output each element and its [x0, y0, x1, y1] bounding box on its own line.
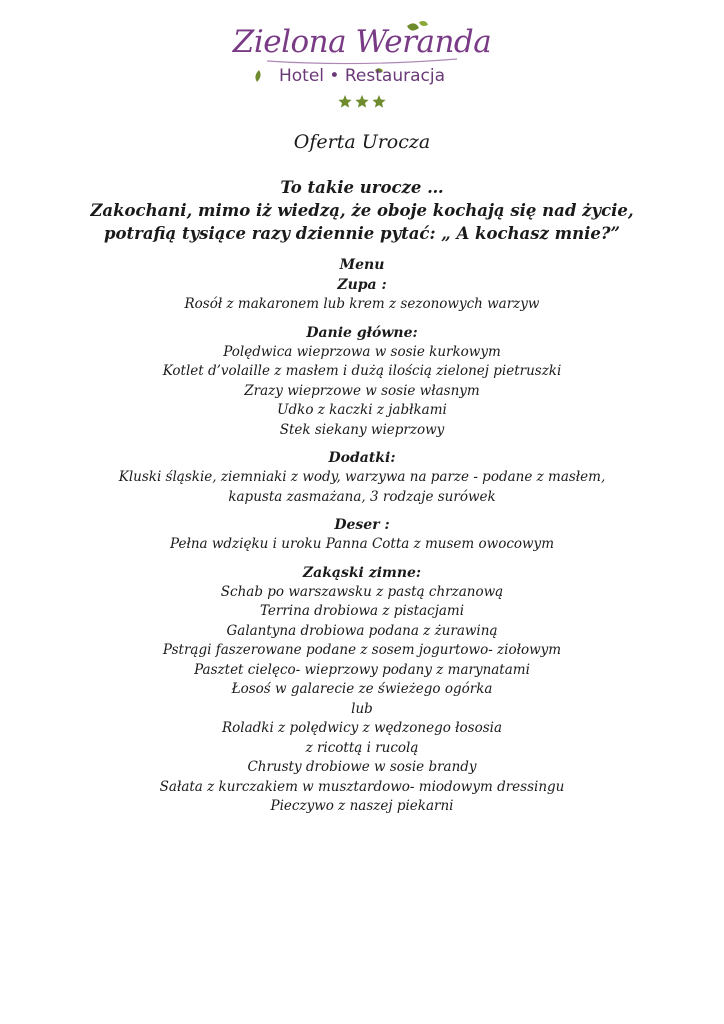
menu-section	[0, 448, 724, 507]
menu-section	[0, 563, 724, 817]
logo-name: Zielona Weranda	[232, 24, 492, 60]
menu-item: Chrusty drobiowe w sosie brandy	[247, 759, 477, 775]
offer-title: Oferta Urocza	[293, 131, 431, 153]
menu-section	[0, 275, 724, 315]
menu-item: Rosół z makaronem lub krem z sezonowych warzyw	[184, 296, 540, 312]
menu-item: Schab po warszawsku z pastą chrzanową	[220, 583, 504, 600]
menu-item: lub	[351, 700, 373, 717]
menu-item: Łosoś w galarecie ze świeżego ogórka	[231, 681, 493, 697]
menu-section	[0, 323, 724, 441]
menu-label: Menu	[339, 257, 385, 273]
star-icon	[372, 95, 385, 108]
section-heading: Dodatki:	[328, 450, 396, 466]
menu-item: Pasztet cielęco- wieprzowy podany z marynatami	[194, 661, 530, 678]
menu-item: Roladki z polędwicy z wędzonego łososia	[222, 720, 502, 736]
hotel-logo	[0, 18, 724, 113]
menu-item: Stek siekany wieprzowy	[279, 421, 445, 438]
logo-graphic	[232, 18, 492, 113]
section-heading: Danie główne:	[306, 324, 418, 341]
section-heading: Zakąski zimne:	[302, 564, 422, 581]
star-icon	[355, 95, 368, 108]
star-icon	[338, 95, 351, 108]
menu-item: Galantyna drobiowa podana z żurawiną	[226, 622, 498, 639]
menu-section	[0, 515, 724, 555]
rating-stars	[338, 95, 385, 108]
section-heading: Zupa :	[337, 277, 387, 293]
menu-item: Kotlet d’volaille z masłem i dużą ilością zielonej pietruszki	[162, 363, 562, 379]
menu-item: Terrina drobiowa z pistacjami	[259, 603, 465, 619]
menu-sections	[0, 275, 724, 817]
logo-subtitle: Hotel • Restauracja	[279, 66, 445, 86]
intro-line: potrafią tysiące razy dziennie pytać: „ A kochasz mnie?”	[103, 224, 621, 243]
menu-document	[0, 130, 724, 825]
menu-item: Polędwica wieprzowa w sosie kurkowym	[223, 343, 501, 360]
menu-item: z ricottą i rucolą	[305, 739, 419, 756]
menu-item: Pstrągi faszerowane podane z sosem jogurtowo- ziołowym	[162, 642, 562, 658]
menu-item: Kluski śląskie, ziemniaki z wody, warzywa na parze - podane z masłem,	[118, 469, 606, 485]
intro-line: To takie urocze …	[280, 178, 444, 197]
menu-item: kapusta zasmażana, 3 rodzaje surówek	[228, 488, 496, 505]
leaf-icon	[255, 70, 260, 82]
section-heading: Deser :	[334, 517, 390, 533]
menu-item: Udko z kaczki z jabłkami	[277, 402, 447, 418]
intro-line: Zakochani, mimo iż wiedzą, że oboje kochają się nad życie,	[90, 201, 634, 220]
menu-item: Zrazy wieprzowe w sosie własnym	[244, 382, 480, 399]
menu-item: Sałata z kurczakiem w musztardowo- miodowym dressingu	[159, 778, 565, 795]
intro-text	[0, 176, 724, 245]
menu-item: Pełna wdzięku i uroku Panna Cotta z musem owocowym	[169, 536, 554, 552]
menu-item: Pieczywo z naszej piekarni	[270, 798, 454, 814]
